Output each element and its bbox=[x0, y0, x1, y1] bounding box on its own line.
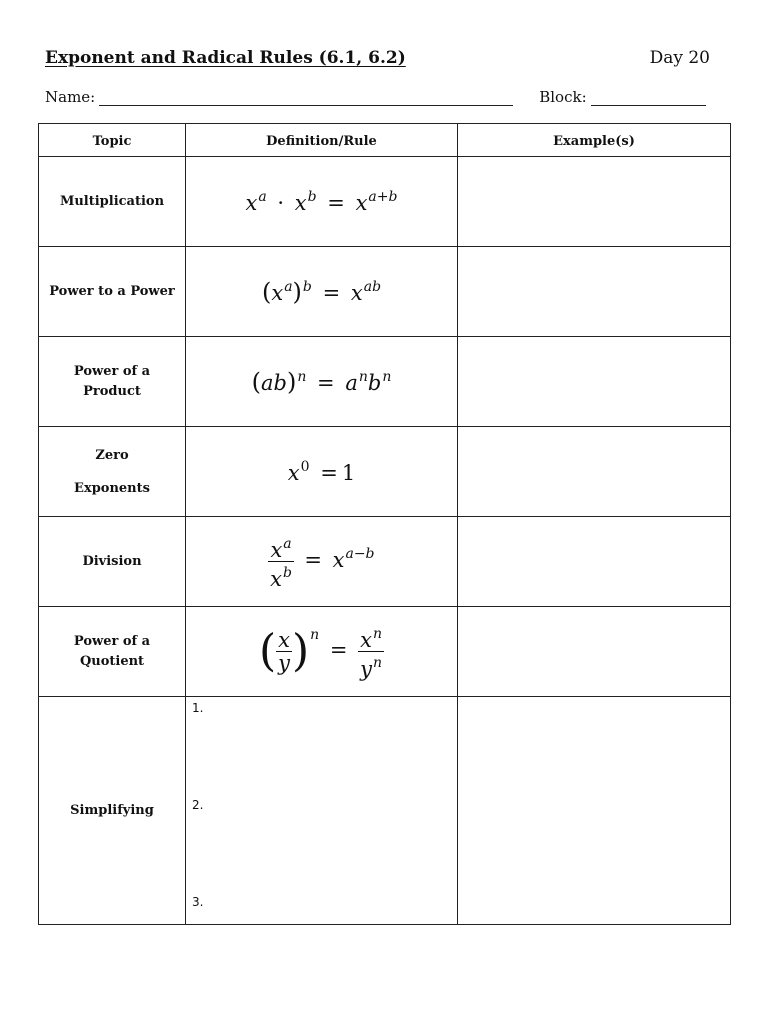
table-row bbox=[39, 517, 731, 607]
list-item-number: 2. bbox=[192, 798, 204, 812]
example-cell[interactable] bbox=[458, 337, 731, 427]
block-label: Block: bbox=[539, 88, 587, 106]
simplifying-work-cell[interactable] bbox=[186, 697, 458, 925]
header-examples: Example(s) bbox=[458, 124, 731, 157]
example-cell[interactable] bbox=[458, 427, 731, 517]
rule-cell bbox=[186, 427, 458, 517]
table-row bbox=[39, 247, 731, 337]
topic-cell: Division bbox=[39, 517, 186, 607]
page-title: Exponent and Radical Rules (6.1, 6.2) bbox=[45, 48, 406, 68]
rule-cell bbox=[186, 337, 458, 427]
table-row bbox=[39, 337, 731, 427]
example-cell[interactable] bbox=[458, 697, 731, 925]
table-row bbox=[39, 697, 731, 925]
table-header-row bbox=[39, 124, 731, 157]
division-rule: $\frac{x^a}{x^b}$ = $x^{a-b}$ bbox=[268, 533, 374, 590]
topic-cell: Power of a Product bbox=[39, 337, 186, 427]
topic-cell: Zero Exponents bbox=[39, 427, 186, 517]
header-definition: Definition/Rule bbox=[186, 124, 458, 157]
example-cell[interactable] bbox=[458, 247, 731, 337]
power-to-power-rule: $(x^a)^b = x^{ab}$ bbox=[261, 277, 382, 306]
table-row bbox=[39, 427, 731, 517]
rule-cell bbox=[186, 517, 458, 607]
list-item-number: 1. bbox=[192, 701, 204, 715]
rules-table bbox=[38, 123, 731, 925]
rule-cell bbox=[186, 607, 458, 697]
power-of-quotient-rule: ( $\frac{x}{y}$ )$^n$ = $\frac{x^n}{y^n}$ bbox=[259, 623, 384, 680]
example-cell[interactable] bbox=[458, 517, 731, 607]
table-row bbox=[39, 157, 731, 247]
example-cell[interactable] bbox=[458, 157, 731, 247]
name-field[interactable] bbox=[99, 90, 513, 106]
multiplication-rule: $x^a \cdot x^b = x^{a+b}$ bbox=[245, 188, 398, 215]
topic-cell: Power to a Power bbox=[39, 247, 186, 337]
rule-cell bbox=[186, 247, 458, 337]
list-item-number: 3. bbox=[192, 895, 204, 909]
header-topic: Topic bbox=[39, 124, 186, 157]
topic-cell: Simplifying bbox=[39, 697, 186, 925]
zero-exponent-rule: $x^0 = 1$ bbox=[287, 458, 356, 485]
name-block-row bbox=[45, 88, 710, 106]
topic-cell: Power of a Quotient bbox=[39, 607, 186, 697]
block-field[interactable] bbox=[591, 90, 706, 106]
power-of-product-rule: $(ab)^n = a^nb^n$ bbox=[251, 367, 392, 396]
topic-cell: Multiplication bbox=[39, 157, 186, 247]
example-cell[interactable] bbox=[458, 607, 731, 697]
rule-cell bbox=[186, 157, 458, 247]
day-label: Day 20 bbox=[649, 48, 710, 68]
table-row bbox=[39, 607, 731, 697]
name-label: Name: bbox=[45, 88, 96, 106]
